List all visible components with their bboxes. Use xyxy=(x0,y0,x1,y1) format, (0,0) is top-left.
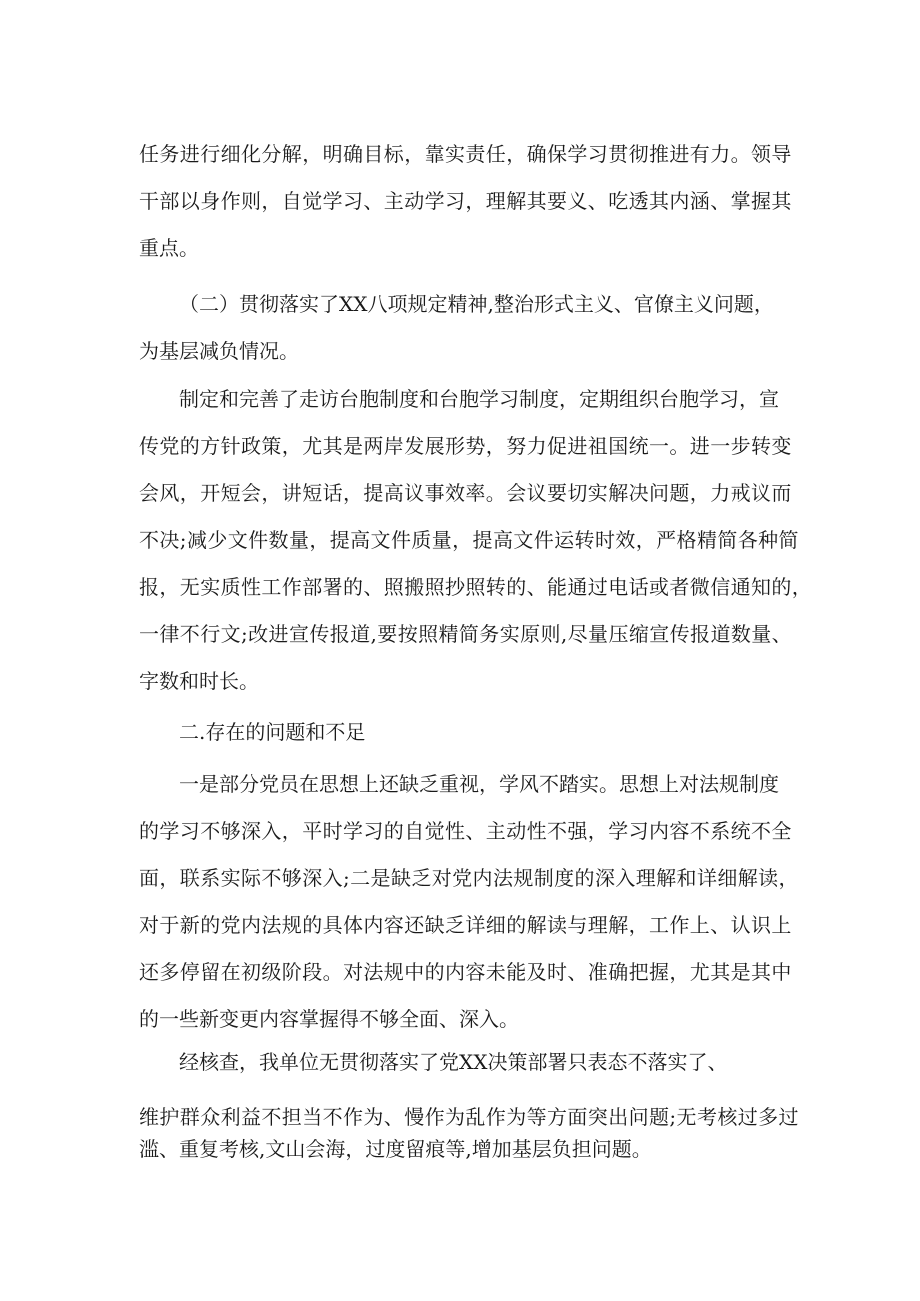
paragraph-line xyxy=(0,479,920,507)
paragraph-line xyxy=(0,958,920,986)
line-text: 制定和完善了走访台胞制度和台胞学习制度，定期组织台胞学习，宣 xyxy=(179,387,779,411)
paragraph-line xyxy=(0,770,920,798)
line-text: 会风，开短会，讲短话，提高议事效率。会议要切实解决问题，力戒议而 xyxy=(139,481,792,505)
paragraph-line xyxy=(0,187,920,215)
paragraph-line xyxy=(0,140,920,168)
paragraph-line xyxy=(0,667,920,695)
paragraph-line xyxy=(0,385,920,413)
line-text: 干部以身作则，自觉学习、主动学习，理解其要义、吃透其内涵、掌握其 xyxy=(139,189,792,213)
paragraph-line xyxy=(0,620,920,648)
line-text: 重点。 xyxy=(139,236,199,260)
line-text: 经核查，我单位无贯彻落实了党XX决策部署只表态不落实了、 xyxy=(179,1050,728,1074)
section-heading xyxy=(0,290,920,318)
line-text: 滥、重复考核,文山会海，过度留痕等,增加基层负担问题。 xyxy=(139,1137,652,1161)
line-text: 一是部分党员在思想上还缺乏重视，学风不踏实。思想上对法规制度 xyxy=(179,772,779,796)
line-text: 的一些新变更内容掌握得不够全面、深入。 xyxy=(139,1007,519,1031)
paragraph-line xyxy=(0,234,920,262)
line-text: 一律不行文;改进宣传报道,要按照精简务实原则,尽量压缩宣传报道数量、 xyxy=(139,622,793,646)
paragraph-line xyxy=(0,1005,920,1033)
line-text: 任务进行细化分解，明确目标，靠实责任，确保学习贯彻推进有力。领导 xyxy=(139,142,792,166)
paragraph-line xyxy=(0,526,920,554)
paragraph-line xyxy=(0,1103,920,1131)
line-text: 报，无实质性工作部署的、照搬照抄照转的、能通过电话或者微信通知的， xyxy=(139,575,813,599)
heading-text: 为基层减负情况。 xyxy=(139,339,299,363)
paragraph-line xyxy=(0,432,920,460)
line-text: 的学习不够深入，平时学习的自觉性、主动性不强，学习内容不系统不全 xyxy=(139,819,792,843)
heading-text: （二）贯彻落实了XX八项规定精神,整治形式主义、官僚主义问题， xyxy=(179,292,774,316)
line-text: 还多停留在初级阶段。对法规中的内容未能及时、准确把握，尤其是其中 xyxy=(139,960,792,984)
paragraph-line xyxy=(0,1135,920,1163)
paragraph-line xyxy=(0,864,920,892)
line-text: 维护群众利益不担当不作为、慢作为乱作为等方面突出问题;无考核过多过 xyxy=(139,1105,799,1129)
paragraph-line xyxy=(0,817,920,845)
section-title-text: 二.存在的问题和不足 xyxy=(179,720,366,744)
paragraph-line xyxy=(0,911,920,939)
line-text: 不决;减少文件数量，提高文件质量，提高文件运转时效，严格精简各种简 xyxy=(139,528,799,552)
line-text: 字数和时长。 xyxy=(139,669,259,693)
line-text: 传党的方针政策，尤其是两岸发展形势，努力促进祖国统一。进一步转变 xyxy=(139,434,792,458)
section-heading-cont xyxy=(0,337,920,365)
line-text: 面，联系实际不够深入;二是缺乏对党内法规制度的深入理解和详细解读， xyxy=(139,866,799,890)
paragraph-line xyxy=(0,1048,920,1076)
section-title xyxy=(0,718,920,746)
line-text: 对于新的党内法规的具体内容还缺乏详细的解读与理解，工作上、认识上 xyxy=(139,913,792,937)
paragraph-line xyxy=(0,573,920,601)
